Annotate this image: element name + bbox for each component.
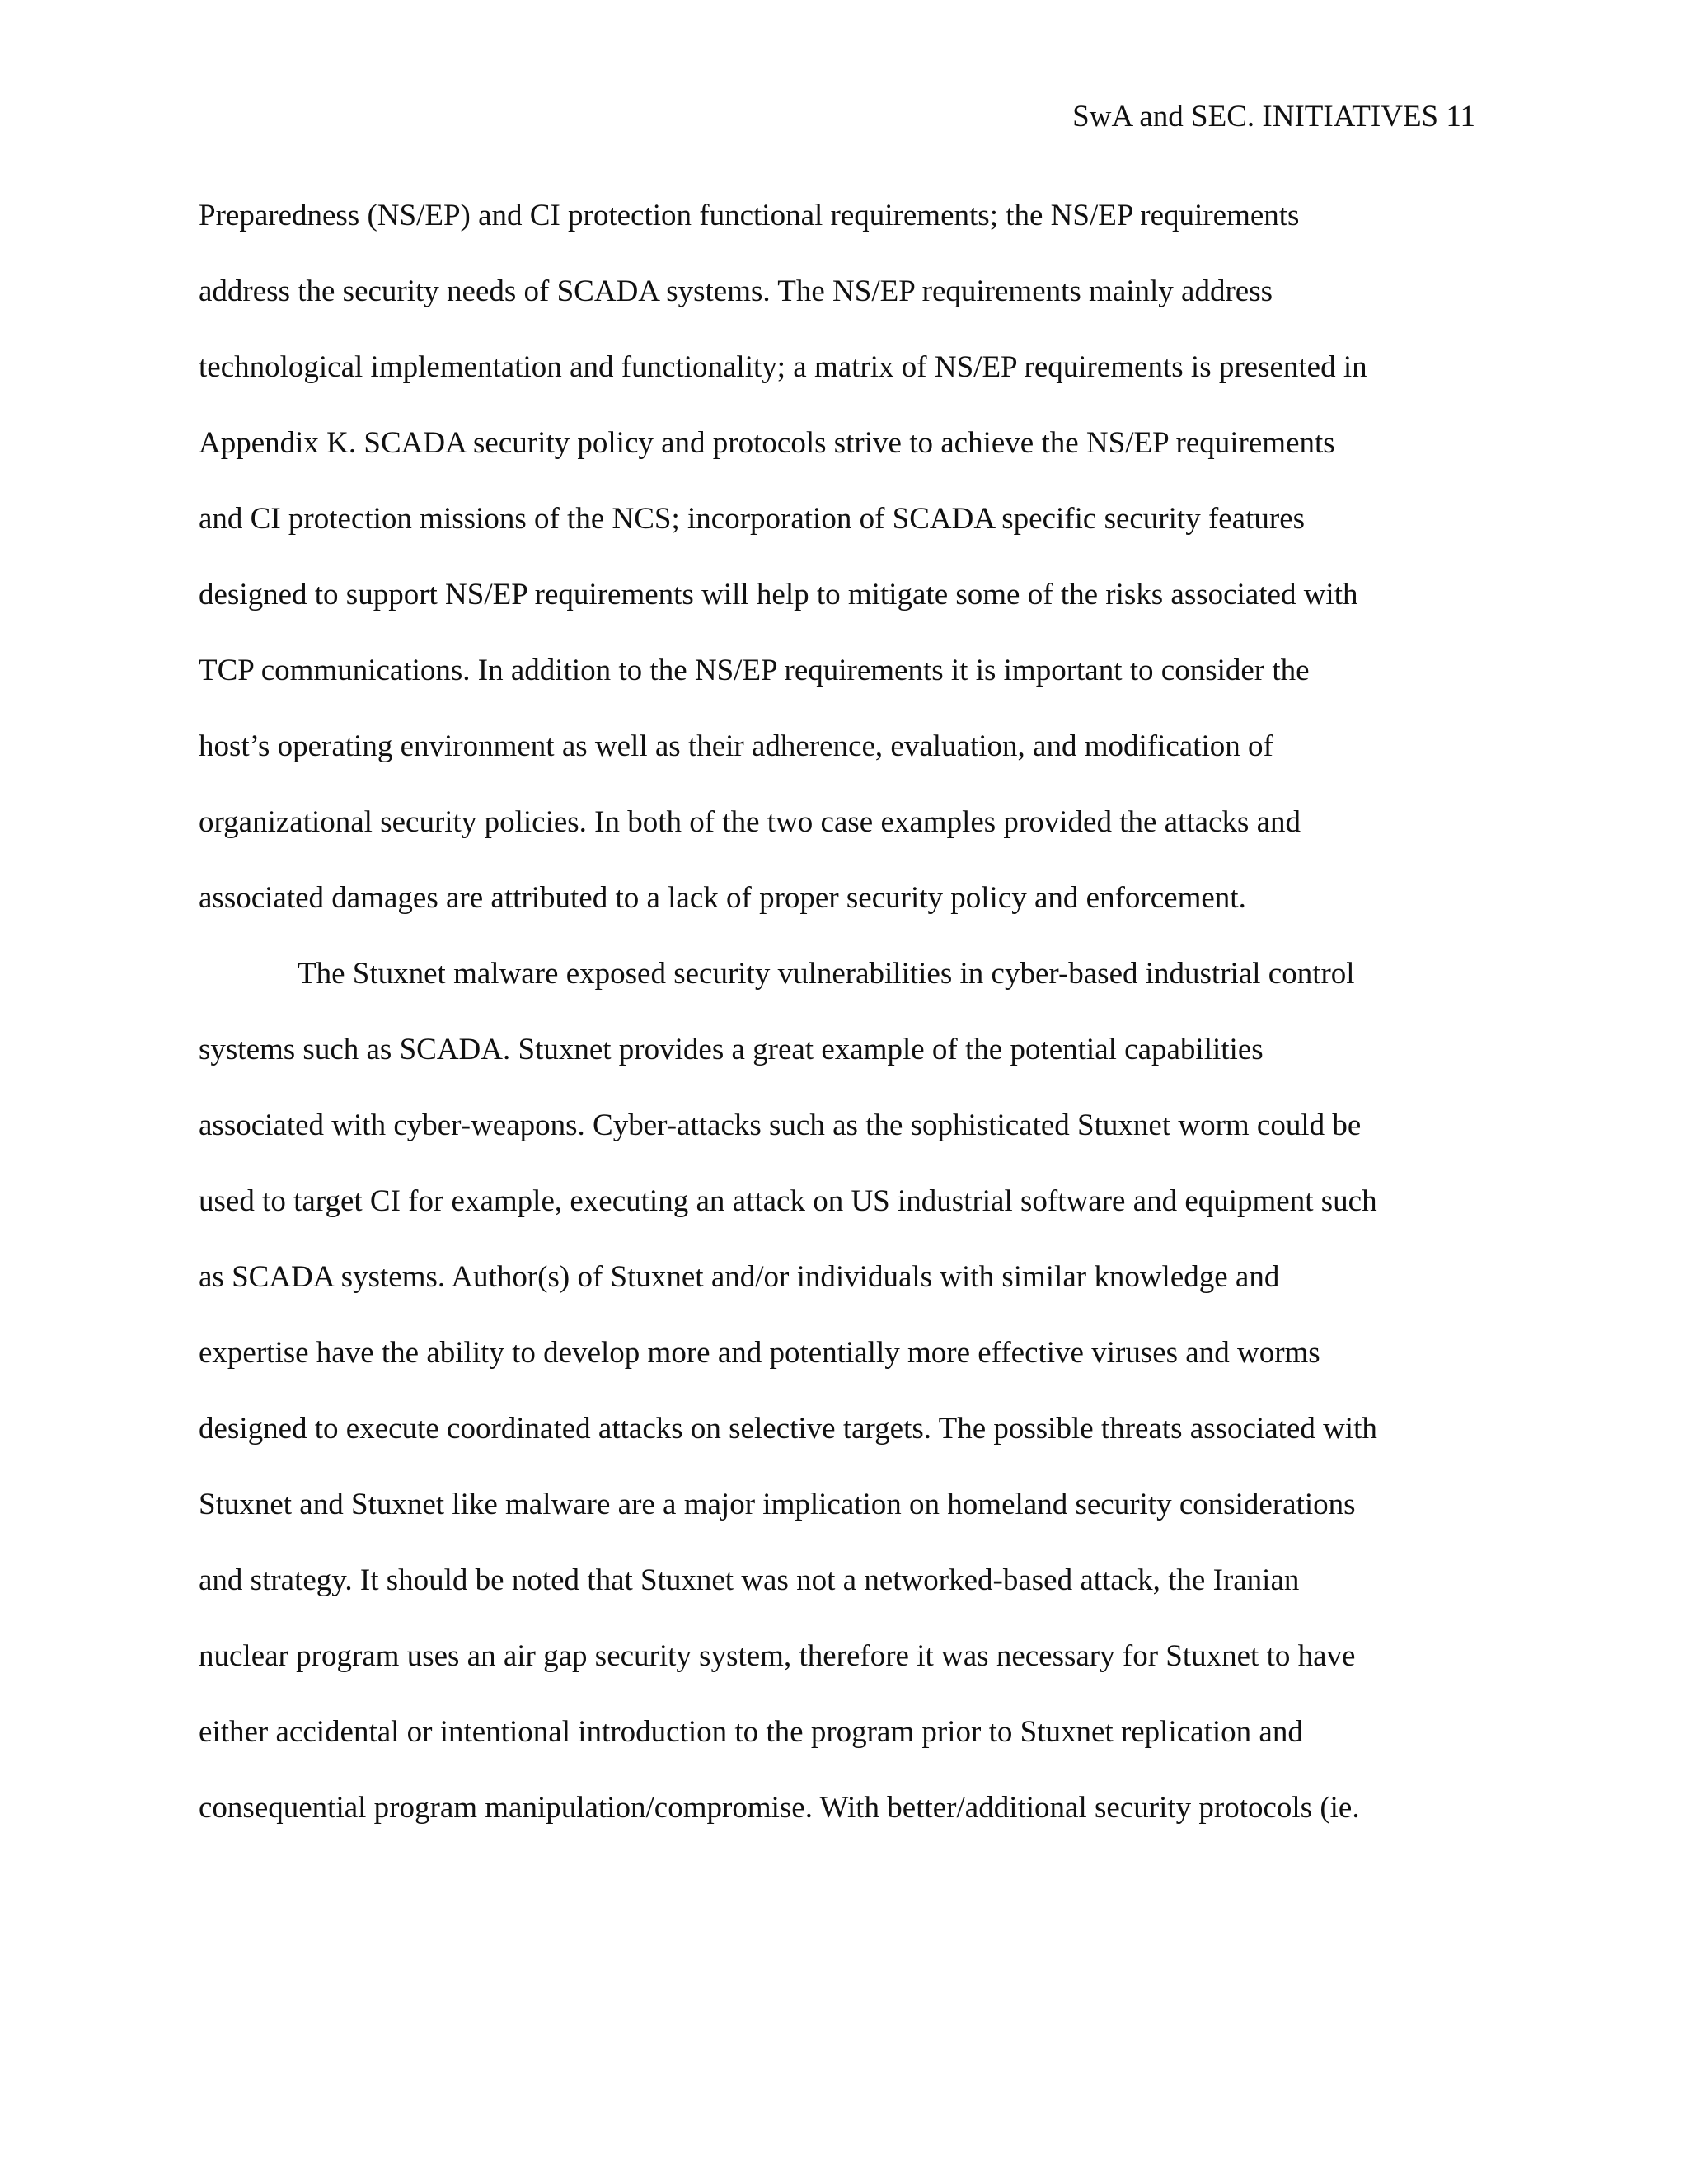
text-line: host’s operating environment as well as their adherence, evaluation, and modification of — [199, 729, 1273, 763]
text-line: and strategy. It should be noted that Stuxnet was not a networked-based attack, the Iranian — [199, 1563, 1300, 1597]
paragraph-first-line: The Stuxnet malware exposed security vulnerabilities in cyber-based industrial control — [298, 957, 1355, 991]
text-line: associated with cyber-weapons. Cyber-attacks such as the sophisticated Stuxnet worm could be — [199, 1108, 1362, 1142]
text-line: used to target CI for example, executing an attack on US industrial software and equipment such — [199, 1184, 1377, 1218]
text-line: nuclear program uses an air gap security system, therefore it was necessary for Stuxnet to have — [199, 1639, 1356, 1673]
text-line: Appendix K. SCADA security policy and protocols strive to achieve the NS/EP requirements — [199, 426, 1335, 460]
running-head: SwA and SEC. INITIATIVES 11 — [1072, 100, 1475, 134]
text-line: either accidental or intentional introduction to the program prior to Stuxnet replication and — [199, 1715, 1303, 1749]
text-line: organizational security policies. In both of the two case examples provided the attacks and — [199, 805, 1301, 839]
text-line: technological implementation and functionality; a matrix of NS/EP requirements is presented in — [199, 350, 1367, 384]
text-line: and CI protection missions of the NCS; incorporation of SCADA specific security features — [199, 502, 1306, 536]
text-line: designed to support NS/EP requirements will help to mitigate some of the risks associated with — [199, 578, 1358, 612]
text-line: Preparedness (NS/EP) and CI protection functional requirements; the NS/EP requirements — [199, 199, 1300, 232]
text-line: as SCADA systems. Author(s) of Stuxnet and/or individuals with similar knowledge and — [199, 1260, 1280, 1294]
body-text — [199, 191, 1484, 1859]
text-line: designed to execute coordinated attacks on selective targets. The possible threats associated with — [199, 1412, 1377, 1446]
text-line: systems such as SCADA. Stuxnet provides a great example of the potential capabilities — [199, 1033, 1264, 1066]
text-line: Stuxnet and Stuxnet like malware are a major implication on homeland security considerations — [199, 1488, 1356, 1521]
text-line: TCP communications. In addition to the NS/EP requirements it is important to consider the — [199, 654, 1310, 687]
text-line: address the security needs of SCADA systems. The NS/EP requirements mainly address — [199, 274, 1273, 308]
text-line: associated damages are attributed to a lack of proper security policy and enforcement. — [199, 881, 1246, 915]
text-line: consequential program manipulation/compromise. With better/additional security protocols (ie. — [199, 1791, 1360, 1825]
text-line: expertise have the ability to develop more and potentially more effective viruses and worms — [199, 1336, 1320, 1370]
